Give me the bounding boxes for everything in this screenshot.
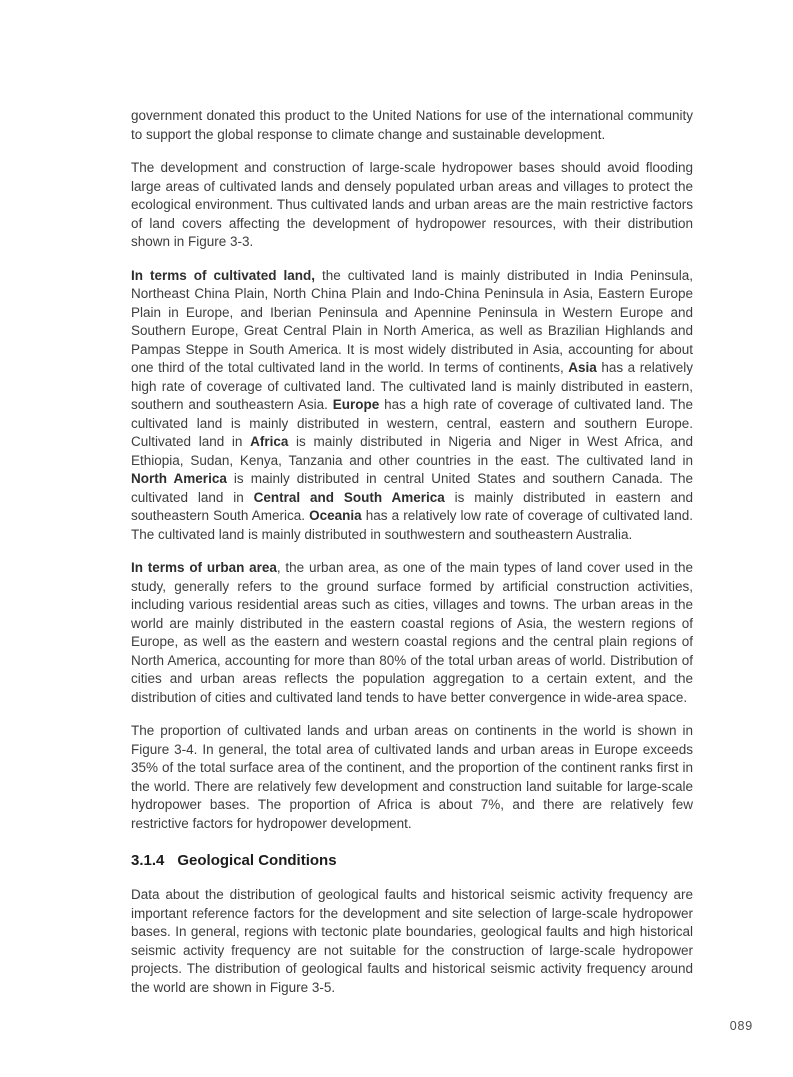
paragraph [131, 886, 693, 997]
text-run: has a relatively low rate of coverage of cultivated land. The cultivated land is mainly distributed in southwestern and southeastern Australia. [131, 508, 693, 542]
bold-text-run: Africa [250, 434, 289, 449]
bold-text-run: In terms of urban area [131, 560, 277, 575]
page-body-text [131, 107, 693, 1012]
text-run: has a high rate of coverage of cultivated land. The cultivated land is mainly distributed in western, central, eastern and southern Europe. Cultivated land in [131, 397, 693, 449]
text-run: the cultivated land is mainly distributed in India Peninsula, Northeast China Plain, North China Plain and Indo-China Peninsula in Asia, Eastern Europe Plain in Europe, and Iberian Peninsula and Apennine Peninsula in Western Europe and Southern Europe, Great Central Plain in North America, as well as Brazilian Highlands and Pampas Steppe in South America. It is most widely distributed in Asia, accounting for about one third of the total cultivated land in the world. In terms of continents, [131, 267, 694, 375]
text-run: is mainly distributed in central United States and southern Canada. The cultivated land in [131, 471, 693, 505]
text-run: has a relatively high rate of coverage of cultivated land. The cultivated land is mainly distributed in eastern, southern and southeastern Asia. [131, 360, 693, 412]
section-title: Geological Conditions [177, 852, 337, 869]
paragraph [131, 722, 693, 833]
bold-text-run: In terms of cultivated land, [131, 267, 315, 283]
text-run: government donated this product to the United Nations for use of the international community to support the global response to climate change and sustainable development. [131, 108, 693, 142]
bold-text-run: Asia [568, 360, 597, 375]
text-run: is mainly distributed in Nigeria and Niger in West Africa, and Ethiopia, Sudan, Kenya, Tanzania and other countries in the east. The cultivated land in [131, 434, 693, 468]
paragraph [131, 559, 693, 707]
text-run: The development and construction of large-scale hydropower bases should avoid flooding large areas of cultivated lands and densely populated urban areas and villages to protect the ecological environment. Thus cultivated lands and urban areas are the main restrictive factors of land covers affecting the development of hydropower resources, with their distribution shown in Figure 3-3. [131, 160, 693, 249]
text-run: The proportion of cultivated lands and urban areas on continents in the world is shown in Figure 3-4. In general, the total area of cultivated lands and urban areas in Europe exceeds 35% of the total surface area of the continent, and the proportion of the continent ranks first in the world. There are relatively few development and construction land suitable for large-scale hydropower bases. The proportion of Africa is about 7%, and there are relatively few restrictive factors for hydropower development. [131, 723, 693, 831]
paragraph [131, 107, 693, 144]
text-run: is mainly distributed in eastern and southeastern South America. [131, 489, 693, 523]
bold-text-run: Europe [332, 397, 380, 412]
paragraph [131, 267, 693, 545]
section-heading [131, 851, 693, 870]
paragraph [131, 159, 693, 252]
bold-text-run: Central and South America [253, 489, 445, 505]
page-number: 089 [729, 1019, 753, 1033]
bold-text-run: Oceania [309, 508, 362, 523]
bold-text-run: North America [131, 471, 227, 486]
text-run: , the urban area, as one of the main types of land cover used in the study, generally refers to the ground surface formed by artificial construction activities, including various residential areas such as cities, villages and towns. The urban areas in the world are mainly distributed in the eastern coastal regions of Asia, the western regions of Europe, as well as the eastern and western coastal regions and the central plain regions of North America, accounting for more than 80% of the total urban areas of world. Distribution of cities and urban areas reflects the population aggregation to a certain extent, and the distribution of cities and cultivated land tends to have better convergence in wide-area space. [131, 560, 693, 705]
section-number: 3.1.4 [131, 852, 165, 869]
text-run: Data about the distribution of geological faults and historical seismic activity frequency are important reference factors for the development and site selection of large-scale hydropower bases. In general, regions with tectonic plate boundaries, geological faults and high historical seismic activity frequency are not suitable for the construction of large-scale hydropower projects. The distribution of geological faults and historical seismic activity frequency around the world are shown in Figure 3-5. [131, 887, 693, 995]
